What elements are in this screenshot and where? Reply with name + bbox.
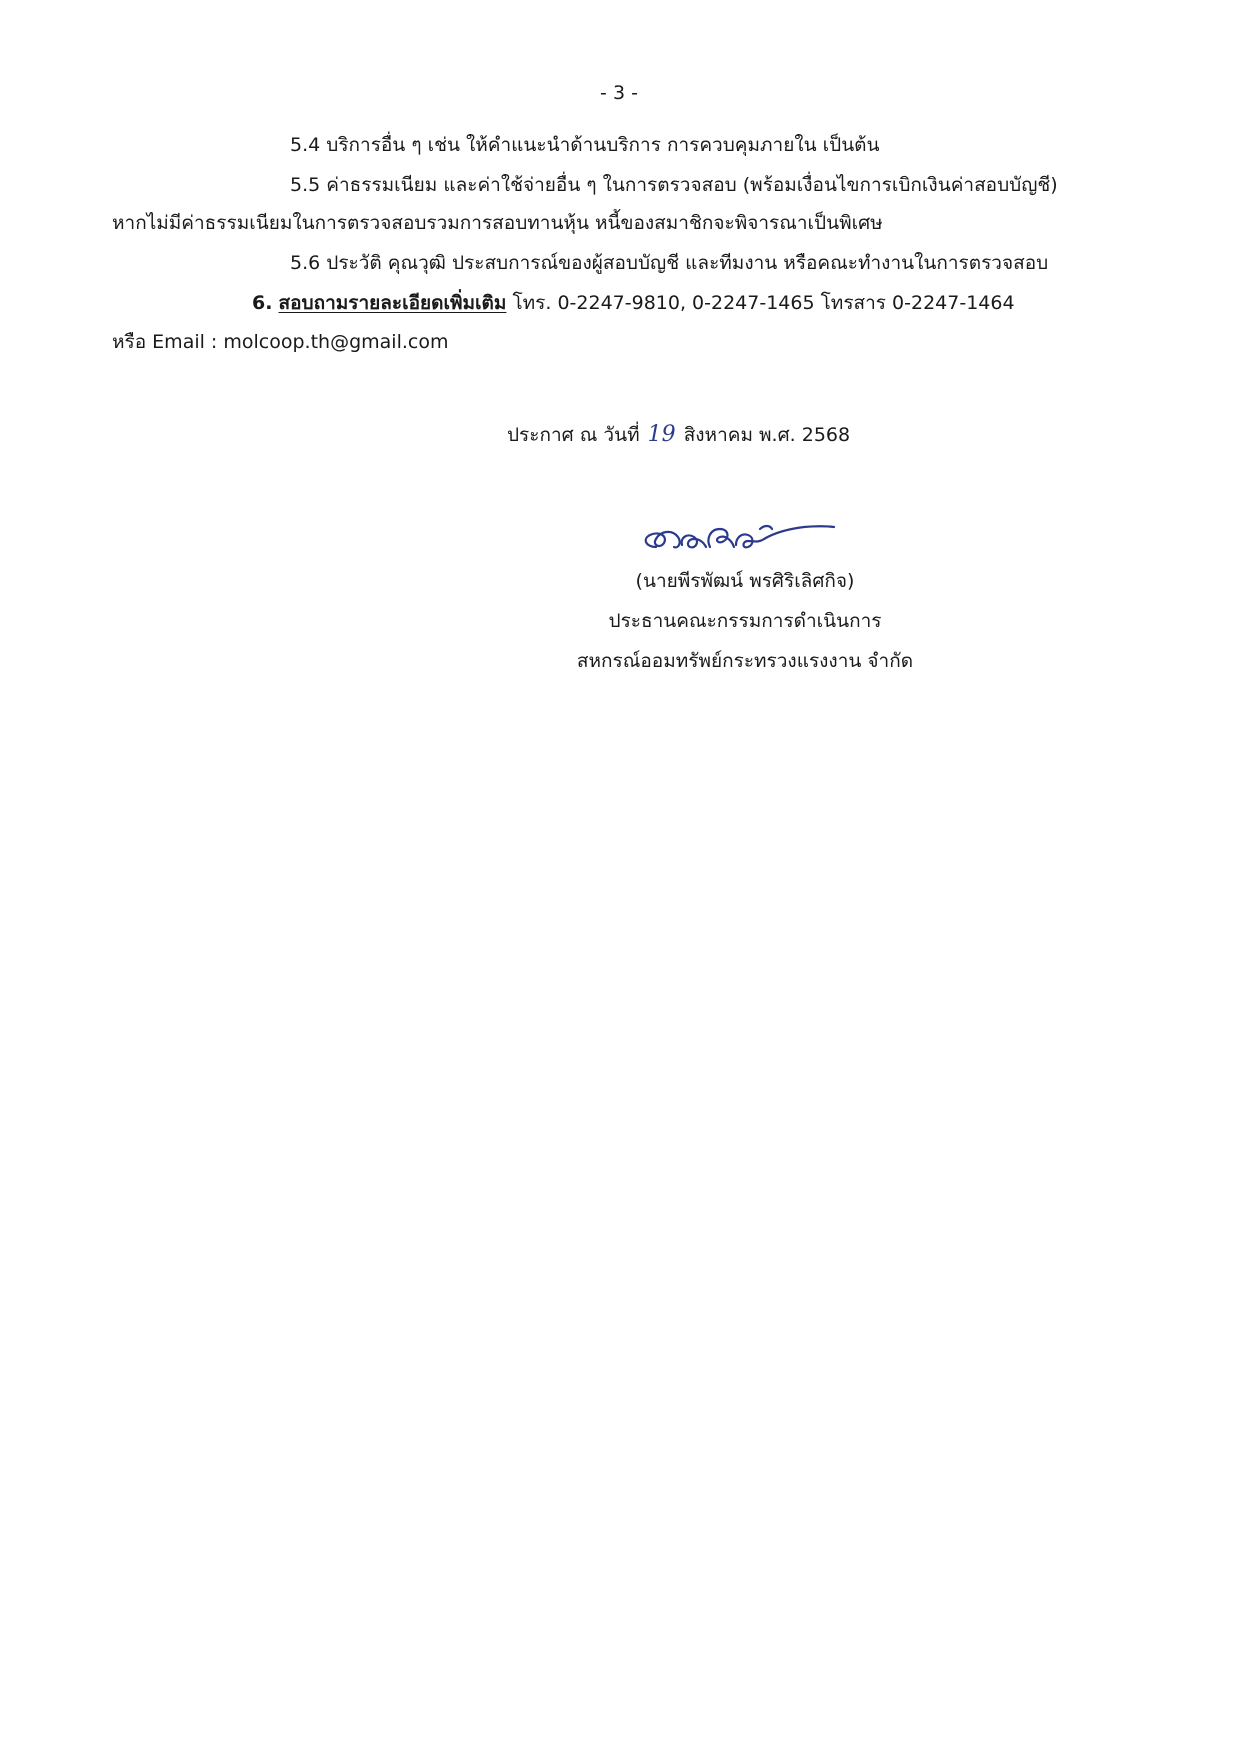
announcement-prefix: ประกาศ ณ วันที่ <box>507 424 640 446</box>
section-6-email-line: หรือ Email : molcoop.th@gmail.com <box>112 331 449 353</box>
signatory-name: (นายพีรพัฒน์ พรศิริเลิศกิจ) <box>635 570 855 592</box>
page-number: - 3 - <box>600 82 638 104</box>
announcement-date <box>507 422 850 448</box>
item-5-6: 5.6 ประวัติ คุณวุฒิ ประสบการณ์ของผู้สอบบัญชี และทีมงาน หรือคณะทำงานในการตรวจสอบ <box>290 252 1049 274</box>
item-5-5-line-1: 5.5 ค่าธรรมเนียม และค่าใช้จ่ายอื่น ๆ ในการตรวจสอบ (พร้อมเงื่อนไขการเบิกเงินค่าสอบบัญชี) <box>290 174 1058 196</box>
section-6-number: 6. <box>252 292 273 314</box>
announcement-day: 19 <box>647 422 676 447</box>
item-5-4: 5.4 บริการอื่น ๆ เช่น ให้คำแนะนำด้านบริการ การควบคุมภายใน เป็นต้น <box>290 134 880 156</box>
handwritten-signature <box>560 505 920 565</box>
section-6-heading: สอบถามรายละเอียดเพิ่มเติม <box>278 292 507 314</box>
signatory-position: ประธานคณะกรรมการดำเนินการ <box>608 610 882 632</box>
section-6-contact: โทร. 0-2247-9810, 0-2247-1465 โทรสาร 0-2247-1464 <box>512 292 1015 314</box>
announcement-suffix: สิงหาคม พ.ศ. 2568 <box>683 424 851 446</box>
section-6-line <box>252 290 1015 316</box>
item-5-5-line-2: หากไม่มีค่าธรรมเนียมในการตรวจสอบรวมการสอบทานหุ้น หนี้ของสมาชิกจะพิจารณาเป็นพิเศษ <box>112 212 883 234</box>
signatory-organization: สหกรณ์ออมทรัพย์กระทรวงแรงงาน จำกัด <box>576 650 914 672</box>
